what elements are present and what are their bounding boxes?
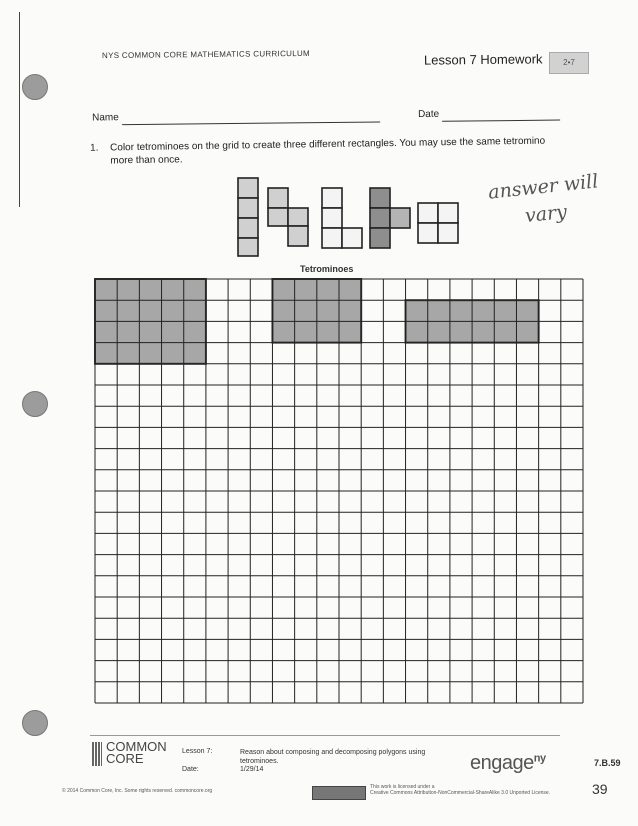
question-1: [90, 134, 570, 167]
binder-hole-bottom: [22, 710, 48, 736]
engage-word: engage: [470, 752, 534, 774]
footer-lesson-label: Lesson 7:: [182, 748, 213, 755]
footer-date-value: 1/29/14: [240, 766, 264, 773]
tetromino-o: [418, 203, 458, 243]
curriculum-header: NYS COMMON CORE MATHEMATICS CURRICULUM: [101, 48, 311, 61]
footer-divider: [90, 735, 560, 736]
name-date-row: [92, 108, 562, 124]
margin-line: [19, 12, 20, 207]
tetromino-t: [370, 188, 410, 248]
question-number: 1.: [90, 142, 99, 154]
brand-line2: CORE: [106, 751, 144, 766]
grid-lines: [95, 279, 583, 703]
tetromino-s: [268, 188, 308, 246]
date-field[interactable]: [442, 120, 560, 122]
handwritten-note-line1: answer will: [487, 170, 600, 204]
tetromino-l: [322, 188, 362, 248]
common-core-brand: [106, 741, 167, 765]
page-number: 39: [592, 781, 608, 797]
page-code: 7.B.59: [594, 758, 621, 768]
name-label: Name: [92, 112, 119, 124]
question-text: Color tetrominoes on the grid to create three different rectangles. You may use the same tetromino more than once.: [110, 135, 546, 167]
cc-license-badge-icon[interactable]: [312, 786, 366, 800]
name-field[interactable]: [122, 121, 380, 125]
engageny-logo: [470, 752, 546, 775]
engage-ny: ny: [533, 752, 546, 765]
lesson-title: Lesson 7 Homework: [423, 51, 543, 68]
footer-lesson-description: Reason about composing and decomposing polygons using tetrominoes.: [240, 749, 426, 765]
common-core-logo-icon: [92, 742, 102, 766]
grade-badge: 2•7: [549, 52, 589, 74]
brand-line1: COMMON: [106, 739, 167, 754]
date-label: Date: [417, 108, 440, 121]
tetromino-i: [238, 178, 258, 256]
license-text: [370, 784, 570, 796]
license-line2[interactable]: Creative Commons Attribution-NonCommercial-ShareAlike 3.0 Unported License.: [370, 790, 551, 796]
binder-hole-top: [22, 74, 48, 100]
footer-date-label: Date:: [182, 766, 199, 773]
tetrominoes-figure: [230, 170, 470, 262]
handwritten-note-line2: vary: [523, 200, 568, 228]
license-line1: This work is licensed under a: [370, 784, 435, 790]
answer-grid[interactable]: [94, 277, 584, 705]
binder-hole-middle: [22, 391, 48, 417]
tetrominoes-label: Tetrominoes: [300, 264, 354, 274]
copyright-notice: © 2014 Common Core, Inc. Some rights reserved. commoncore.org: [62, 788, 213, 794]
